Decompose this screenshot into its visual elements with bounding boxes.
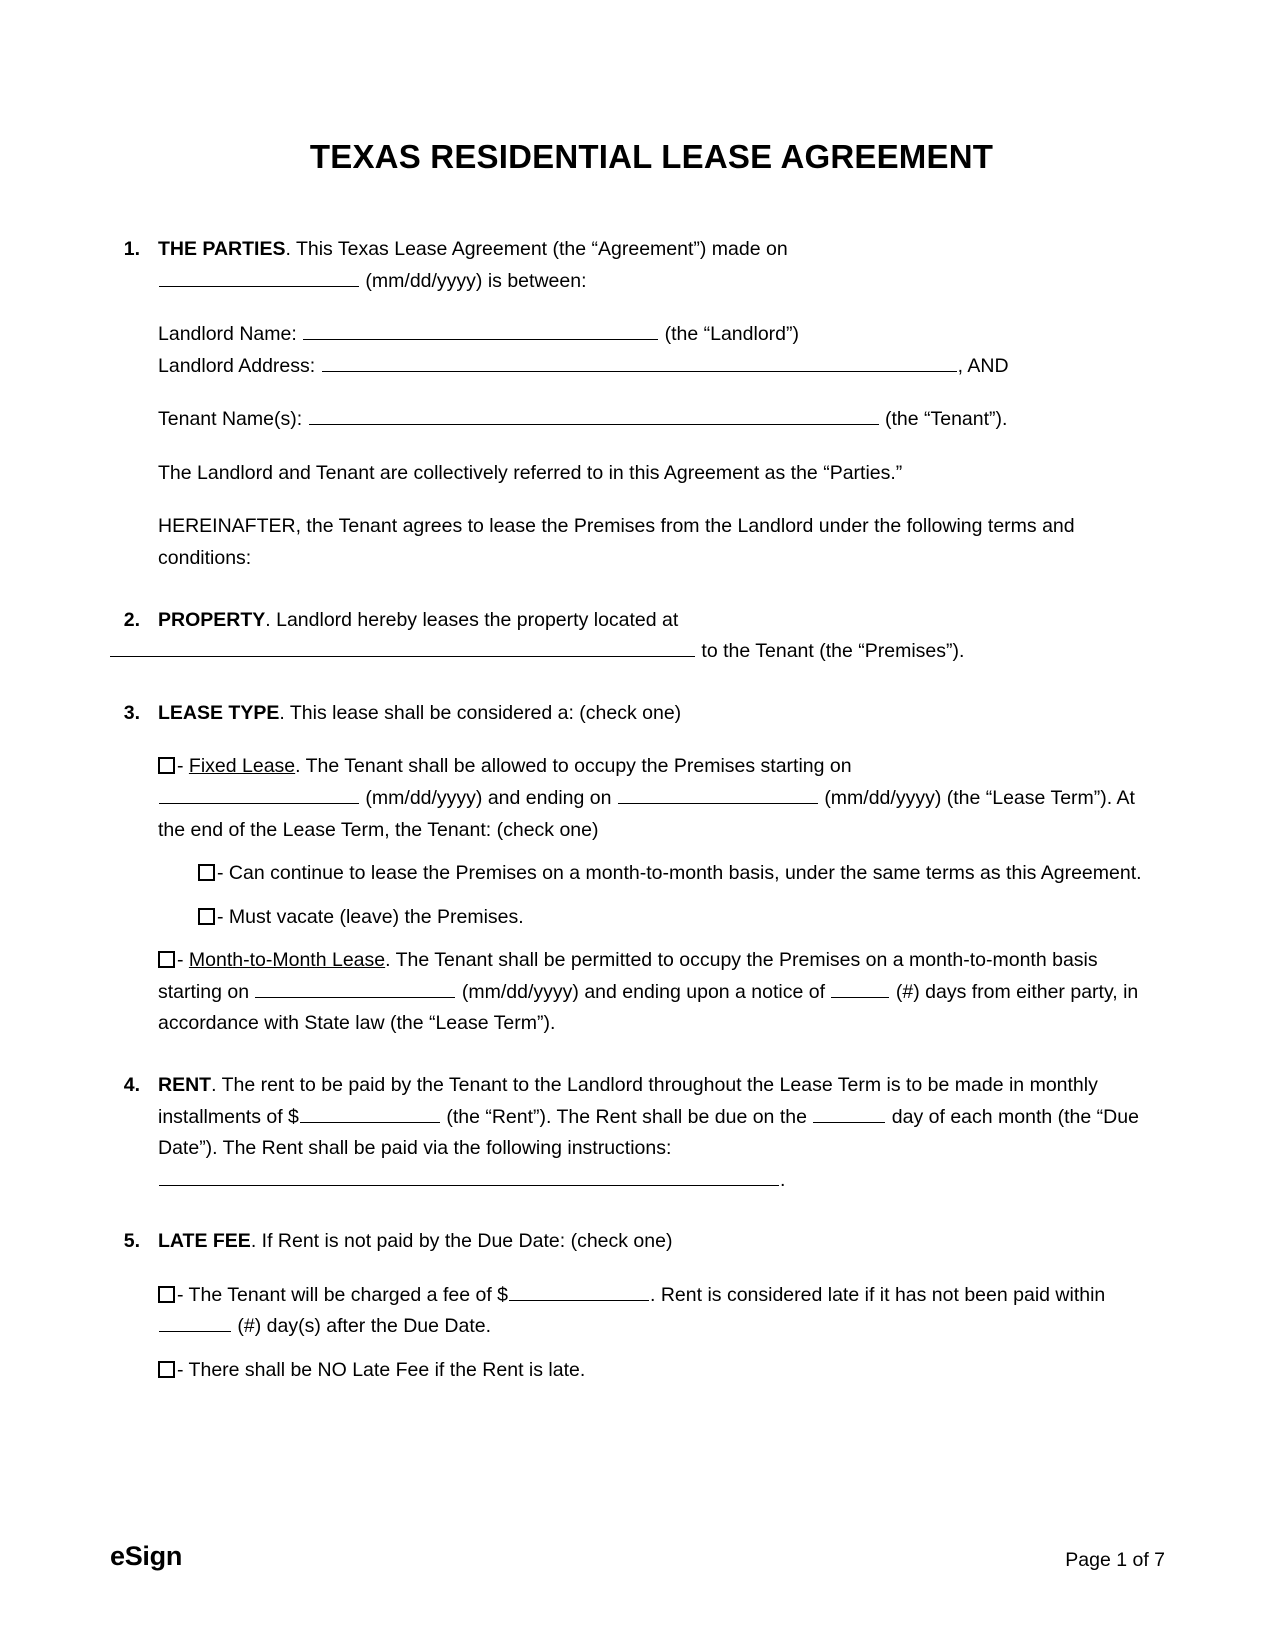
mtm-text-b: (mm/dd/yyyy) and ending upon a notice of <box>461 980 826 1003</box>
option-fee-text-b: . Rent is considered late if it has not been paid within <box>650 1283 1106 1306</box>
late-fee-options <box>110 1280 1165 1387</box>
mtm-notice-days-field[interactable] <box>831 978 889 998</box>
fixed-lease-dates <box>158 783 1165 846</box>
mtm-text-a: . The Tenant shall be permitted to occupy the Premises on a month-to-month basis starting on <box>158 949 1098 1003</box>
fixed-lease-option: - Fixed Lease. The Tenant shall be allowed to occupy the Premises starting on <box>158 751 1165 783</box>
rent-text-d: . <box>780 1168 786 1191</box>
property-address-field[interactable] <box>110 638 695 658</box>
checkbox-fixed-lease[interactable] <box>158 757 175 774</box>
clause-number: 5. <box>123 1230 140 1253</box>
tenant-name-label: Tenant Name(s): <box>158 408 303 431</box>
clause-text-a: . This lease shall be considered a: (check one) <box>279 701 682 724</box>
rent-text-c: day of each month (the “Due Date”). The Rent shall be paid via the following instructions: <box>158 1105 1139 1160</box>
landlord-name-row <box>158 319 1165 351</box>
rent-amount-field[interactable] <box>300 1103 440 1123</box>
page-number: Page 1 of 7 <box>1065 1549 1165 1571</box>
clause-lease-type <box>110 698 1165 730</box>
parties-sentence: The Landlord and Tenant are collectively referred to in this Agreement as the “Parties.” <box>158 461 903 484</box>
late-fee-amount-field[interactable] <box>509 1281 649 1301</box>
esign-logo: eSign <box>110 1541 183 1571</box>
clause-rent <box>110 1070 1165 1196</box>
late-fee-days-field[interactable] <box>159 1313 231 1333</box>
agreement-date-field[interactable] <box>159 267 359 287</box>
fixed-lease-text-c: (mm/dd/yyyy) (the “Lease Term”). At the end of the Lease Term, the Tenant: (check one) <box>158 786 1135 841</box>
landlord-address-suffix: , AND <box>957 354 1009 377</box>
hereinafter-paragraph: HEREINAFTER, the Tenant agrees to lease the Premises from the Landlord under the following terms and conditions: <box>158 515 1075 570</box>
rent-instructions-field[interactable] <box>159 1166 779 1186</box>
clause-heading: PROPERTY <box>158 608 266 631</box>
landlord-name-suffix: (the “Landlord”) <box>664 323 799 346</box>
clause-heading: LEASE TYPE <box>158 701 280 724</box>
landlord-address-label: Landlord Address: <box>158 354 316 377</box>
clause-heading: RENT <box>158 1073 212 1096</box>
fixed-lease-text-a: . The Tenant shall be allowed to occupy the Premises starting on <box>295 755 852 778</box>
page-title: TEXAS RESIDENTIAL LEASE AGREEMENT <box>309 138 994 175</box>
checkbox-no-late-fee[interactable] <box>158 1361 175 1378</box>
tenant-name-suffix: (the “Tenant”). <box>884 408 1008 431</box>
month-to-month-option: - Month-to-Month Lease. The Tenant shall be permitted to occupy the Premises on a month-to-month basis starting on (mm/dd/yyyy) and ending upon a notice of (#) days from either party, in accordance with State law (the “Lease Term”). <box>158 949 1139 1035</box>
option-vacate-label: - Must vacate (leave) the Premises. <box>217 905 524 928</box>
checkbox-month-to-month-lease[interactable] <box>158 951 175 968</box>
no-late-fee-option <box>158 1355 1165 1387</box>
checkbox-late-fee-charged[interactable] <box>158 1286 175 1303</box>
option-continue-label: - Can continue to lease the Premises on a month-to-month basis, under the same terms as this Agreement. <box>217 862 1142 885</box>
clause-number: 3. <box>123 701 140 724</box>
page-footer <box>110 1541 1165 1572</box>
option-fee-text-a: - The Tenant will be charged a fee of $ <box>177 1283 508 1306</box>
clause-text-a: . Landlord hereby leases the property located at <box>265 608 679 631</box>
mtm-start-date-field[interactable] <box>255 978 455 998</box>
tenant-name-row <box>158 404 1165 436</box>
rent-text-b: (the “Rent”). The Rent shall be due on the <box>446 1105 807 1128</box>
option-fee-text-c: (#) day(s) after the Due Date. <box>237 1315 492 1338</box>
document-body <box>110 234 1165 1387</box>
landlord-address-field[interactable] <box>322 352 957 372</box>
landlord-name-label: Landlord Name: <box>158 323 297 346</box>
mtm-text-c: (#) days from either party, in accordance with State law (the “Lease Term”). <box>158 980 1139 1035</box>
checkbox-must-vacate[interactable] <box>198 908 215 925</box>
clause-heading: LATE FEE <box>158 1230 251 1253</box>
property-text-b: to the Tenant (the “Premises”). <box>701 640 965 663</box>
rent-due-day-field[interactable] <box>813 1103 885 1123</box>
clause-number: 1. <box>123 238 140 260</box>
rent-text-a: . The rent to be paid by the Tenant to the Landlord throughout the Lease Term is to be made in monthly installments of $ <box>158 1073 1098 1128</box>
mtm-label: Month-to-Month Lease <box>188 949 386 972</box>
clause-parties <box>110 234 1165 297</box>
clause-heading: THE PARTIES <box>158 238 286 260</box>
late-fee-text-a: . If Rent is not paid by the Due Date: (check one) <box>250 1230 673 1253</box>
fixed-lease-text-b: (mm/dd/yyyy) and ending on <box>365 786 612 809</box>
spacer <box>110 319 158 574</box>
spacer <box>110 1280 158 1387</box>
fixed-lease-label: Fixed Lease <box>188 755 296 778</box>
fixed-start-date-field[interactable] <box>159 784 359 804</box>
option-vacate-row <box>198 902 1165 934</box>
tenant-name-field[interactable] <box>309 406 879 426</box>
landlord-name-field[interactable] <box>303 321 658 341</box>
late-fee-charge-option <box>158 1280 1165 1343</box>
option-continue-row <box>198 858 1165 890</box>
spacer <box>110 751 158 1040</box>
landlord-address-row <box>158 351 1165 383</box>
lease-type-options <box>110 751 1165 1040</box>
clause-intro-a: . This Texas Lease Agreement (the “Agreement”) made on <box>285 238 788 260</box>
option-nofee-label: - There shall be NO Late Fee if the Rent is late. <box>177 1359 586 1382</box>
clause-intro-b: (mm/dd/yyyy) is between: <box>365 269 587 292</box>
checkbox-continue-month-to-month[interactable] <box>198 864 215 881</box>
clause-number: 4. <box>123 1073 140 1096</box>
clause-number: 2. <box>123 608 140 631</box>
clause-property <box>110 605 1165 637</box>
clause-late-fee <box>110 1226 1165 1258</box>
parties-fields <box>110 319 1165 574</box>
fixed-end-date-field[interactable] <box>618 784 818 804</box>
